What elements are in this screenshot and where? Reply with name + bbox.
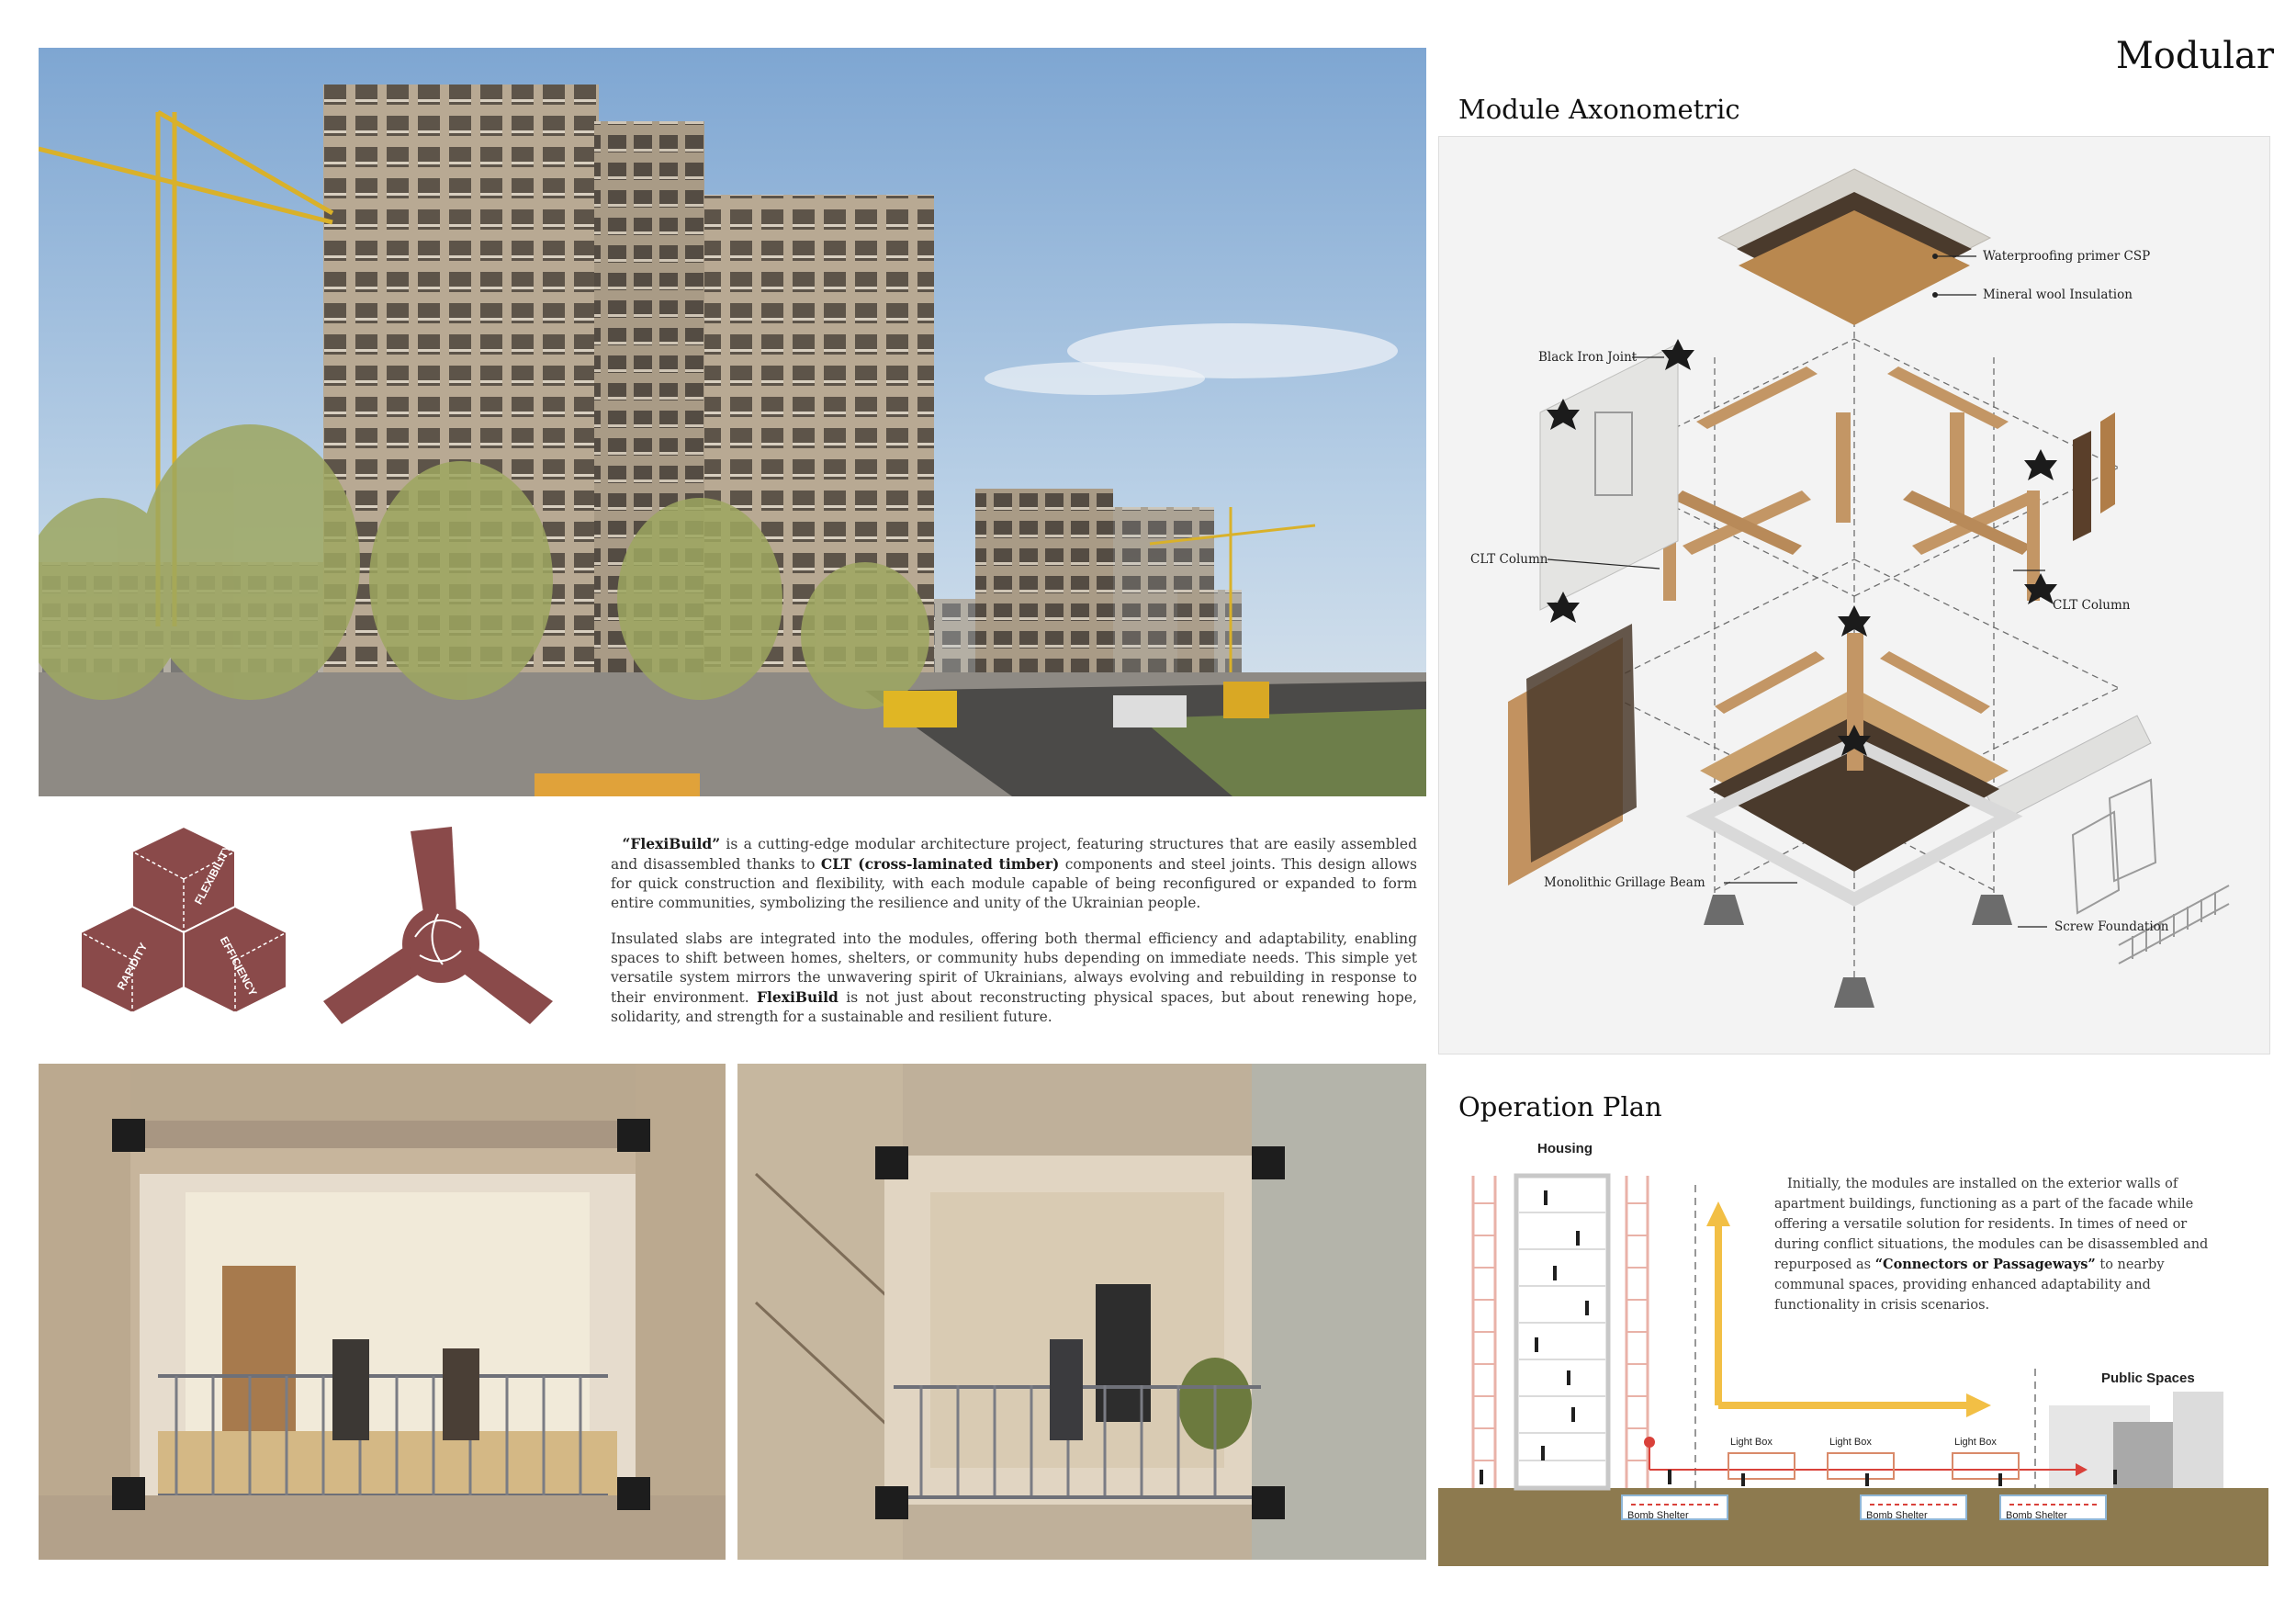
label-grillage-beam: Monolithic Grillage Beam	[1544, 875, 1705, 890]
cube-word-rapidity: RAPIDITY	[114, 940, 151, 993]
clt-highlight: CLT (cross-laminated timber)	[820, 855, 1060, 873]
description-text: is not just about reconstructing physical spaces, but about renewing hope, solidarity, and strength for a sustainable and resilient future.	[611, 989, 1417, 1025]
label-black-iron-joint: Black Iron Joint	[1538, 350, 1638, 365]
label-waterproofing: Waterproofing primer CSP	[1983, 249, 2151, 264]
axonometric-title: Module Axonometric	[1458, 94, 1740, 125]
operation-text: Initially, the modules are installed on the exterior walls of apartment buildings, functioning as a part of the facade while offering a versatile solution for residents. In times of need or during conflict situations, the modules can be disassembled and repurposed as	[1774, 1177, 2209, 1272]
operation-text: to nearby communal spaces, providing enhanced adaptability and functionality in crisis scenarios.	[1774, 1257, 2165, 1313]
bomb-shelter-label: Bomb Shelter	[1866, 1510, 1928, 1521]
housing-label: Housing	[1537, 1141, 1593, 1156]
connectors-highlight: “Connectors or Passageways”	[1874, 1257, 2096, 1272]
axonometric-diagram	[1438, 136, 2270, 1054]
values-cubes-icon	[81, 822, 287, 1038]
description-text: is a cutting-edge modular architecture project, featuring structures that are easily assembled and disassembled thanks to	[611, 836, 1417, 873]
label-screw-foundation: Screw Foundation	[2054, 919, 2169, 934]
operation-title: Operation Plan	[1458, 1091, 1662, 1122]
light-box-label: Light Box	[1829, 1437, 1872, 1448]
description-paragraph-1	[611, 834, 1417, 913]
label-clt-column-left: CLT Column	[1470, 552, 1548, 567]
hero-render-image	[39, 48, 1426, 796]
cube-word-efficiency: EFFICIENCY	[217, 934, 260, 998]
interior-render-stair	[737, 1064, 1426, 1560]
public-spaces-label: Public Spaces	[2101, 1370, 2195, 1386]
bomb-shelter-label: Bomb Shelter	[2006, 1510, 2067, 1521]
project-name: “FlexiBuild”	[622, 835, 721, 852]
page-title: Modular	[2115, 35, 2274, 77]
hands-unity-icon	[323, 827, 553, 1024]
cube-word-flexibility: FLEXIBILITY	[191, 841, 235, 908]
flexibuild-highlight: FlexiBuild	[757, 988, 838, 1006]
bomb-shelter-label: Bomb Shelter	[1627, 1510, 1689, 1521]
description-text: components and steel joints. This design allows for quick construction and flexibility, with each module capable of being reconfigured or expanded to form entire communities, symbolizing the resilience and unity of the Ukrainian people.	[611, 856, 1418, 911]
label-clt-column-right: CLT Column	[2053, 598, 2131, 613]
label-mineral-wool: Mineral wool Insulation	[1983, 288, 2133, 302]
description-paragraph-2	[611, 930, 1417, 1027]
description-text: Insulated slabs are integrated into the modules, offering both thermal efficiency and adaptability, enabling spaces to shift between homes, shelters, or community hubs depending on immediate needs. This simple yet versatile system mirrors the unwavering spirit of Ukrainians, always evolving and rebuilding in response to their environment.	[611, 930, 1417, 1006]
operation-description	[1774, 1174, 2215, 1315]
light-box-label: Light Box	[1954, 1437, 1997, 1448]
interior-render-living	[39, 1064, 726, 1560]
light-box-label: Light Box	[1730, 1437, 1773, 1448]
